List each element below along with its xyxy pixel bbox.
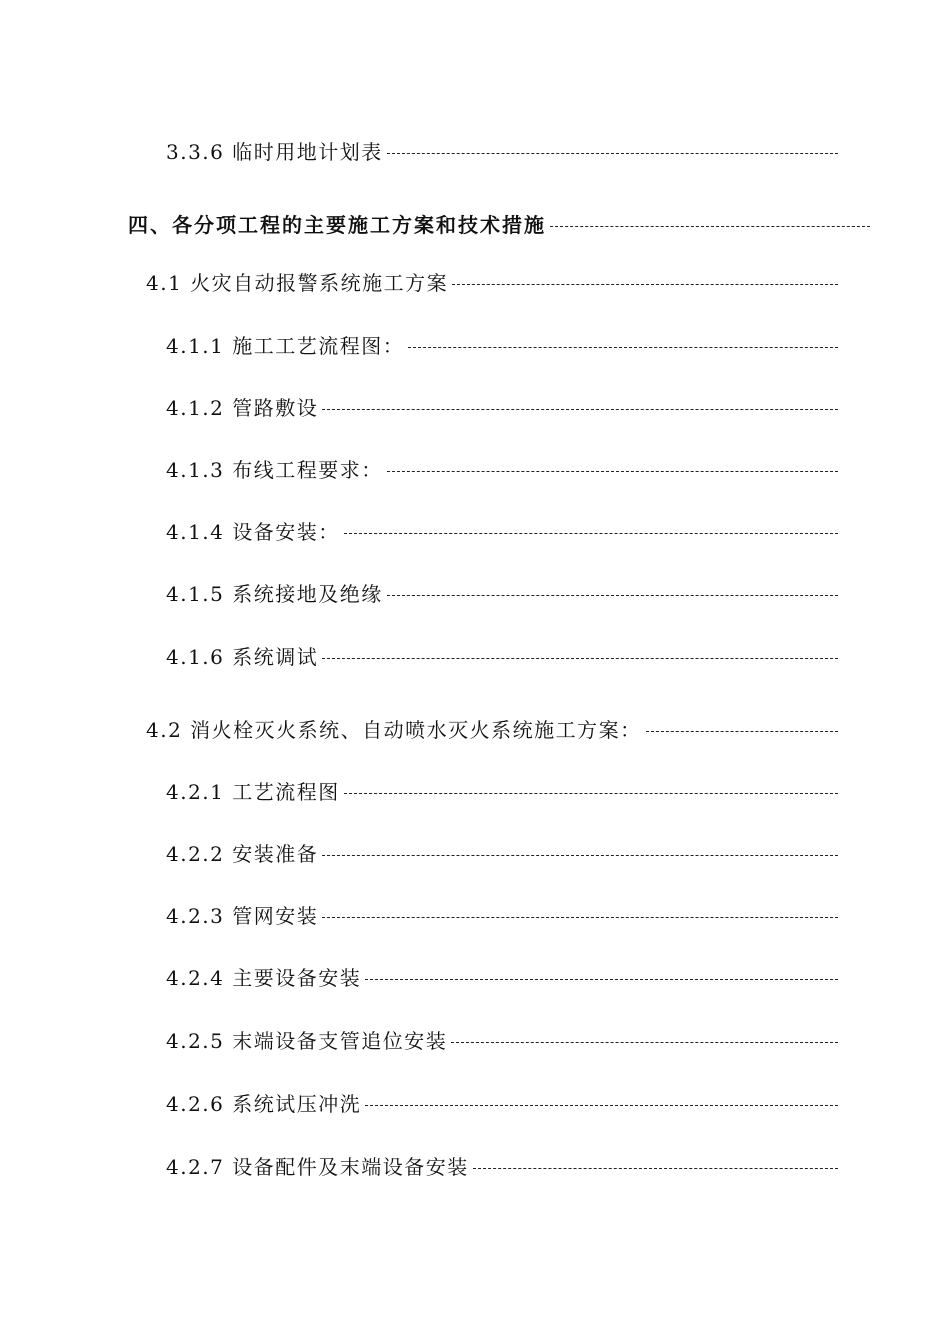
toc-leader [451,1042,838,1043]
toc-leader [408,347,838,348]
toc-entry-label: 4.1.1 施工工艺流程图： [166,334,405,358]
toc-entry-label: 4.1.6 系统调试 [166,645,319,669]
toc-entry-4-1-1 [166,332,838,360]
toc-entry-label: 4.2.7 设备配件及末端设备安装 [166,1155,469,1179]
toc-entry-label: 4.2.2 安装准备 [166,842,319,866]
toc-entry-4-1-5 [166,580,838,608]
toc-entry-4-2-2 [166,840,838,868]
toc-section-label: 4.2 消火栓灭火系统、自动喷水灭火系统施工方案： [146,718,642,742]
toc-leader [387,471,838,472]
toc-leader [322,409,838,410]
toc-entry-label: 3.3.6 临时用地计划表 [166,140,383,164]
toc-leader [387,153,838,154]
toc-leader [344,533,838,534]
toc-chapter-4 [128,211,870,239]
toc-leader [550,226,870,227]
toc-entry-4-2-3 [166,902,838,930]
toc-entry-4-2-1 [166,778,838,806]
toc-entry-4-1-2 [166,394,838,422]
toc-leader [452,284,838,285]
toc-entry-4-1-3 [166,456,838,484]
toc-entry-label: 4.2.6 系统试压冲洗 [166,1092,362,1116]
toc-entry-label: 4.2.4 主要设备安装 [166,966,362,990]
toc-leader [646,731,838,732]
toc-entry-label: 4.1.5 系统接地及绝缘 [166,582,383,606]
toc-section-4-2 [146,716,838,744]
toc-entry-3-3-6 [166,138,838,166]
toc-entry-label: 4.1.3 布线工程要求： [166,458,383,482]
toc-section-label: 4.1 火灾自动报警系统施工方案 [146,271,449,295]
toc-entry-4-2-4 [166,964,838,992]
toc-entry-4-2-5 [166,1027,838,1055]
toc-entry-label: 4.2.5 末端设备支管追位安装 [166,1029,448,1053]
toc-chapter-label: 四、各分项工程的主要施工方案和技术措施 [128,213,546,237]
toc-entry-4-2-6 [166,1090,838,1118]
toc-leader [322,917,838,918]
toc-entry-label: 4.2.3 管网安装 [166,904,319,928]
toc-leader [387,595,838,596]
toc-entry-4-1-6 [166,643,838,671]
toc-entry-4-1-4 [166,518,838,546]
toc-leader [365,1105,838,1106]
toc-entry-label: 4.1.2 管路敷设 [166,396,319,420]
toc-section-4-1 [146,269,838,297]
toc-leader [365,979,838,980]
toc-entry-label: 4.2.1 工艺流程图 [166,780,340,804]
toc-leader [344,793,838,794]
toc-leader [322,855,838,856]
toc-entry-4-2-7 [166,1153,838,1181]
toc-leader [322,658,838,659]
toc-leader [473,1168,838,1169]
toc-entry-label: 4.1.4 设备安装： [166,520,340,544]
